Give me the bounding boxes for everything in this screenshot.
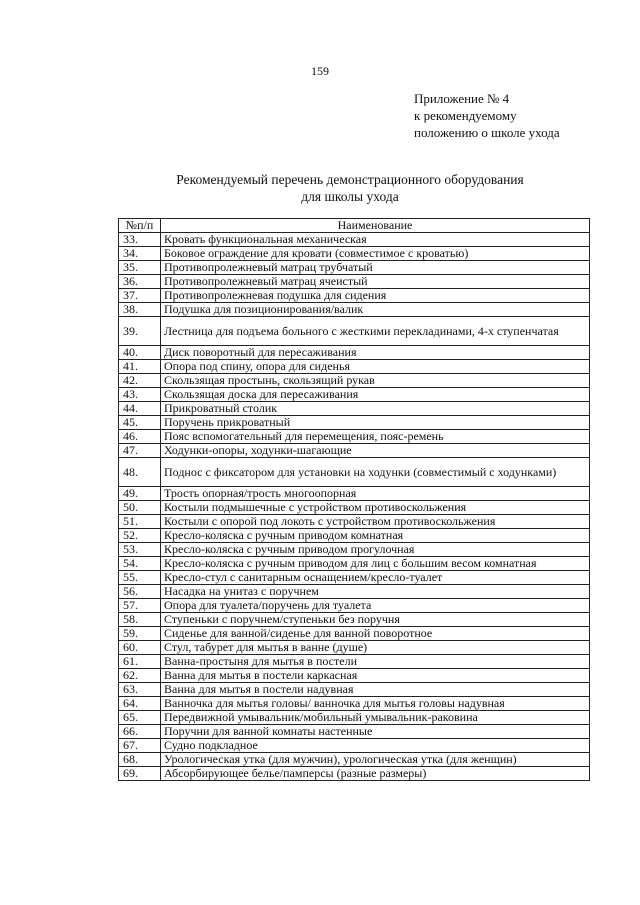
appendix-line-2: к рекомендуемому [414,108,517,123]
table-row [119,233,590,247]
row-item-name: Урологическая утка (для мужчин), урологическая утка (для женщин) [161,753,590,767]
table-row [119,458,590,487]
row-item-name: Трость опорная/трость многоопорная [161,487,590,501]
appendix-reference [414,90,560,141]
table-row [119,571,590,585]
header-number: №п/п [119,219,161,233]
row-item-name: Насадка на унитаз с поручнем [161,585,590,599]
row-item-name: Кресло-стул с санитарным оснащением/кресло-туалет [161,571,590,585]
row-item-name: Кровать функциональная механическая [161,233,590,247]
row-number: 38. [119,303,161,317]
row-item-name: Кресло-коляска с ручным приводом для лиц с большим весом комнатная [161,557,590,571]
page-number: 159 [311,64,329,78]
row-item-name: Пояс вспомогательный для перемещения, пояс-ремень [161,430,590,444]
row-item-name: Передвижной умывальник/мобильный умывальник-раковина [161,711,590,725]
table-row [119,529,590,543]
row-item-name: Абсорбирующее белье/памперсы (разные размеры) [161,767,590,781]
document-title [0,171,640,205]
row-number: 46. [119,430,161,444]
row-number: 54. [119,557,161,571]
row-item-name: Противопролежневый матрац ячеистый [161,275,590,289]
table-row [119,289,590,303]
row-number: 61. [119,655,161,669]
row-item-name: Скользящая доска для пересаживания [161,388,590,402]
table-row [119,627,590,641]
table-row [119,683,590,697]
table-header-row [119,219,590,233]
title-line-1: Рекомендуемый перечень демонстрационного оборудования [176,172,524,187]
table-row [119,543,590,557]
row-item-name: Стул, табурет для мытья в ванне (душе) [161,641,590,655]
row-number: 35. [119,261,161,275]
row-number: 67. [119,739,161,753]
row-number: 40. [119,346,161,360]
row-number: 57. [119,599,161,613]
row-number: 55. [119,571,161,585]
row-item-name: Ходунки-опоры, ходунки-шагающие [161,444,590,458]
row-number: 50. [119,501,161,515]
row-item-name: Поручни для ванной комнаты настенные [161,725,590,739]
row-item-name: Ванночка для мытья головы/ ванночка для мытья головы надувная [161,697,590,711]
row-item-name: Костыли подмышечные с устройством противоскольжения [161,501,590,515]
table-row [119,753,590,767]
row-number: 49. [119,487,161,501]
row-item-name: Боковое ограждение для кровати (совместимое с кроватью) [161,247,590,261]
row-item-name: Опора под спину, опора для сиденья [161,360,590,374]
row-item-name: Лестница для подъема больного с жесткими перекладинами, 4-х ступенчатая [161,317,590,346]
table-row [119,402,590,416]
table-row [119,416,590,430]
table-row [119,501,590,515]
title-line-2: для школы ухода [301,189,399,204]
table-row [119,739,590,753]
table-row [119,585,590,599]
row-number: 63. [119,683,161,697]
table-row [119,669,590,683]
table-row [119,599,590,613]
row-number: 34. [119,247,161,261]
row-item-name: Кресло-коляска с ручным приводом комнатная [161,529,590,543]
row-number: 37. [119,289,161,303]
row-number: 66. [119,725,161,739]
appendix-line-1: Приложение № 4 [414,91,510,106]
table-body [119,233,590,781]
row-number: 60. [119,641,161,655]
row-item-name: Скользящая простынь, скользящий рукав [161,374,590,388]
row-number: 44. [119,402,161,416]
row-number: 36. [119,275,161,289]
row-number: 39. [119,317,161,346]
table-row [119,641,590,655]
row-number: 56. [119,585,161,599]
row-item-name: Диск поворотный для пересаживания [161,346,590,360]
table-row [119,261,590,275]
row-number: 65. [119,711,161,725]
row-item-name: Поручень прикроватный [161,416,590,430]
row-number: 48. [119,458,161,487]
row-item-name: Подушка для позиционирования/валик [161,303,590,317]
table-row [119,711,590,725]
table-row [119,317,590,346]
table-row [119,247,590,261]
row-item-name: Ванна для мытья в постели надувная [161,683,590,697]
row-item-name: Ванна для мытья в постели каркасная [161,669,590,683]
table-row [119,346,590,360]
table-row [119,374,590,388]
table-row [119,444,590,458]
table-row [119,613,590,627]
row-number: 42. [119,374,161,388]
appendix-line-3: положению о школе ухода [414,125,560,140]
row-number: 68. [119,753,161,767]
table-row [119,360,590,374]
table-row [119,487,590,501]
row-item-name: Кресло-коляска с ручным приводом прогулочная [161,543,590,557]
row-item-name: Сиденье для ванной/сиденье для ванной поворотное [161,627,590,641]
row-number: 59. [119,627,161,641]
table-row [119,388,590,402]
table-row [119,697,590,711]
table-row [119,275,590,289]
table-row [119,557,590,571]
row-item-name: Противопролежневый матрац трубчатый [161,261,590,275]
row-item-name: Поднос с фиксатором для установки на ходунки (совместимый с ходунками) [161,458,590,487]
row-item-name: Ванна-простыня для мытья в постели [161,655,590,669]
table-row [119,303,590,317]
row-number: 52. [119,529,161,543]
row-number: 47. [119,444,161,458]
table-row [119,767,590,781]
row-item-name: Противопролежневая подушка для сидения [161,289,590,303]
row-item-name: Судно подкладное [161,739,590,753]
table-row [119,725,590,739]
row-item-name: Костыли с опорой под локоть с устройством противоскольжения [161,515,590,529]
row-item-name: Прикроватный столик [161,402,590,416]
table-row [119,655,590,669]
row-number: 45. [119,416,161,430]
row-number: 41. [119,360,161,374]
row-number: 62. [119,669,161,683]
row-number: 69. [119,767,161,781]
row-item-name: Ступеньки с поручнем/ступеньки без поручня [161,613,590,627]
row-number: 33. [119,233,161,247]
table-row [119,515,590,529]
row-number: 51. [119,515,161,529]
row-number: 53. [119,543,161,557]
row-number: 43. [119,388,161,402]
row-number: 64. [119,697,161,711]
row-number: 58. [119,613,161,627]
header-name: Наименование [161,219,590,233]
row-item-name: Опора для туалета/поручень для туалета [161,599,590,613]
table-row [119,430,590,444]
equipment-table [118,218,590,781]
